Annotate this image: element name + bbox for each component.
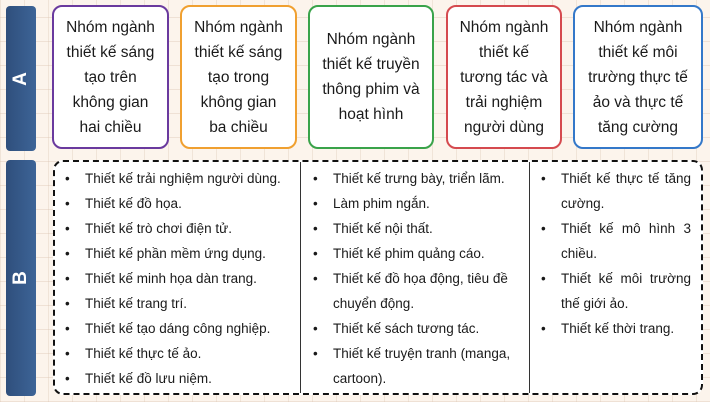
card-text: Nhóm ngành thiết kế môi trường thực tế ảo và thực tế tăng cường xyxy=(588,18,688,136)
list-item: • Thiết kế thực tế ảo. xyxy=(63,341,299,366)
column-divider xyxy=(529,162,530,393)
list-item: • Thiết kế nội thất. xyxy=(311,216,521,241)
card-text: Nhóm ngành thiết kế tương tác và trải nghiệm người dùng xyxy=(459,18,549,136)
row-a-label xyxy=(6,6,36,151)
list-item: • Thiết kế phim quảng cáo. xyxy=(311,241,521,266)
careers-column-2 xyxy=(311,166,521,391)
card-text: Nhóm ngành thiết kế sáng tạo trong không gian ba chiều xyxy=(194,18,283,136)
column-divider xyxy=(300,162,301,393)
list-item: • Thiết kế phần mềm ứng dụng. xyxy=(63,241,299,266)
card-interaction-ux xyxy=(446,5,562,149)
list-item: • Thiết kế trải nghiệm người dùng. xyxy=(63,166,299,191)
list-item: • Thiết kế thời trang. xyxy=(539,316,691,341)
card-2d-design xyxy=(52,5,169,149)
list-item: • Làm phim ngắn. xyxy=(311,191,521,216)
list-item: • Thiết kế minh họa dàn trang. xyxy=(63,266,299,291)
careers-column-1 xyxy=(63,166,299,391)
careers-box xyxy=(53,160,703,395)
list-item: • Thiết kế môi trường thế giới ảo. xyxy=(539,266,691,316)
card-film-animation xyxy=(308,5,434,149)
card-3d-design xyxy=(180,5,297,149)
list-item: • Thiết kế thực tế tăng cường. xyxy=(539,166,691,216)
list-item: • Thiết kế trò chơi điện tử. xyxy=(63,216,299,241)
careers-column-3 xyxy=(539,166,691,341)
list-item: • Thiết kế trang trí. xyxy=(63,291,299,316)
list-item: • Thiết kế mô hình 3 chiều. xyxy=(539,216,691,266)
row-b-letter: B xyxy=(9,271,31,285)
list-item: • Thiết kế đồ lưu niệm. xyxy=(63,366,299,391)
list-item: • Thiết kế sách tương tác. xyxy=(311,316,521,341)
card-text: Nhóm ngành thiết kế truyền thông phim và hoạt hình xyxy=(322,31,420,123)
row-a-letter: A xyxy=(9,71,31,86)
row-b-label xyxy=(6,160,36,396)
list-item: • Thiết kế trưng bày, triển lãm. xyxy=(311,166,521,191)
list-item: • Thiết kế đồ họa. xyxy=(63,191,299,216)
card-text: Nhóm ngành thiết kế sáng tạo trên không gian hai chiều xyxy=(66,18,155,136)
list-item: • Thiết kế tạo dáng công nghiệp. xyxy=(63,316,299,341)
card-vr-ar xyxy=(573,5,703,149)
list-item: • Thiết kế truyện tranh (manga, cartoon). xyxy=(311,341,521,391)
list-item: • Thiết kế đồ họa động, tiêu đề chuyển động. xyxy=(311,266,521,316)
